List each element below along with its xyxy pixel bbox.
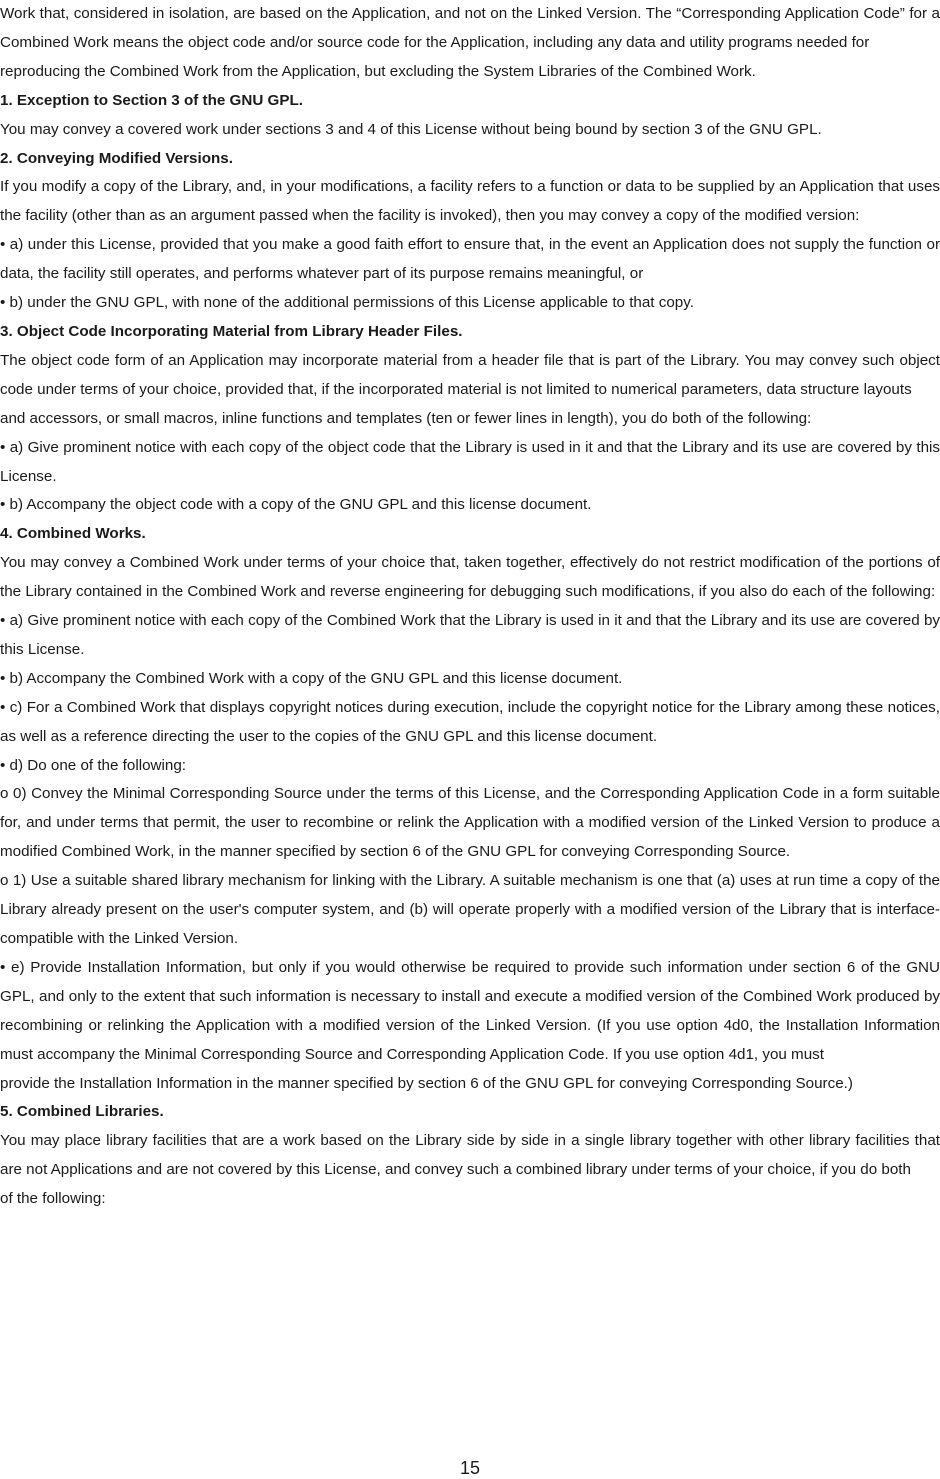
section-heading: 3. Object Code Incorporating Material from Library Header Files. <box>0 322 463 340</box>
list-item: • a) under this License, provided that you make a good faith effort to ensure that, in the event an Application does not supply the function or data, the facility still operates, and performs whatever part of its purpose remains meaningful, or <box>0 236 940 283</box>
section-heading: 1. Exception to Section 3 of the GNU GPL. <box>0 91 303 109</box>
section-heading: 2. Conveying Modified Versions. <box>0 149 233 167</box>
list-item: • d) Do one of the following: <box>0 756 186 774</box>
sub-list-item: o 1) Use a suitable shared library mechanism for linking with the Library. A suitable mechanism is one that (a) uses at run time a copy of the Library already present on the user's computer system, and (b) will operate properly with a modified version of the Library that is interface-compatible with the Linked Version. <box>0 872 940 947</box>
paragraph: If you modify a copy of the Library, and, in your modifications, a facility refers to a function or data to be supplied by an Application that uses the facility (other than as an argument passed when the facility is invoked), then you may convey a copy of the modified version: <box>0 178 940 225</box>
section-heading: 5. Combined Libraries. <box>0 1103 164 1121</box>
paragraph: provide the Installation Information in the manner specified by section 6 of the GNU GPL for conveying Corresponding Source.) <box>0 1074 853 1092</box>
list-item: • c) For a Combined Work that displays copyright notices during execution, include the copyright notice for the Library among these notices, as well as a reference directing the user to the copies of the GNU GPL and this license document. <box>0 698 940 745</box>
paragraph: The object code form of an Application may incorporate material from a header file that is part of the Library. You may convey such object code under terms of your choice, provided that, if the incorporated material is not limited to numerical parameters, data structure layouts <box>0 351 940 398</box>
sub-list-item: o 0) Convey the Minimal Corresponding Source under the terms of this License, and the Corresponding Application Code in a form suitable for, and under terms that permit, the user to recombine or relink the Application with a modified version of the Linked Version to produce a modified Combined Work, in the manner specified by section 6 of the GNU GPL for conveying Corresponding Source. <box>0 785 940 861</box>
section-heading: 4. Combined Works. <box>0 525 146 543</box>
paragraph: of the following: <box>0 1190 106 1208</box>
list-item: • a) Give prominent notice with each copy of the Combined Work that the Library is used in it and that the Library and its use are covered by this License. <box>0 612 940 658</box>
list-item: • a) Give prominent notice with each copy of the object code that the Library is used in it and that the Library and its use are covered by this License. <box>0 438 940 485</box>
page-number: 15 <box>459 1458 481 1478</box>
list-item: • b) Accompany the object code with a copy of the GNU GPL and this license document. <box>0 496 592 514</box>
list-item: • b) under the GNU GPL, with none of the additional permissions of this License applicable to that copy. <box>0 294 694 312</box>
paragraph: and accessors, or small macros, inline functions and templates (ten or fewer lines in length), you do both of the following: <box>0 409 812 427</box>
list-item: • b) Accompany the Combined Work with a copy of the GNU GPL and this license document. <box>0 669 623 687</box>
paragraph: You may convey a covered work under sections 3 and 4 of this License without being bound by section 3 of the GNU GPL. <box>0 120 822 138</box>
paragraph: You may convey a Combined Work under terms of your choice that, taken together, effectively do not restrict modification of the portions of the Library contained in the Combined Work and reverse engineering for debugging such modifications, if you also do each of the following: <box>0 554 940 601</box>
paragraph: Work that, considered in isolation, are based on the Application, and not on the Linked Version. The “Corresponding Application Code” for a Combined Work means the object code and/or source code for the Application, including any data and utility programs needed for <box>0 5 940 51</box>
paragraph: You may place library facilities that are a work based on the Library side by side in a single library together with other library facilities that are not Applications and are not covered by this License, and convey such a combined library under terms of your choice, if you do both <box>0 1132 940 1179</box>
list-item: • e) Provide Installation Information, but only if you would otherwise be required to provide such information under section 6 of the GNU GPL, and only to the extent that such information is necessary to install and execute a modified version of the Combined Work produced by recombining or relinking the Application with a modified version of the Linked Version. (If you use option 4d0, the Installation Information must accompany the Minimal Corresponding Source and Corresponding Application Code. If you use option 4d1, you must <box>0 958 940 1063</box>
paragraph: reproducing the Combined Work from the Application, but excluding the System Libraries of the Combined Work. <box>0 62 756 80</box>
